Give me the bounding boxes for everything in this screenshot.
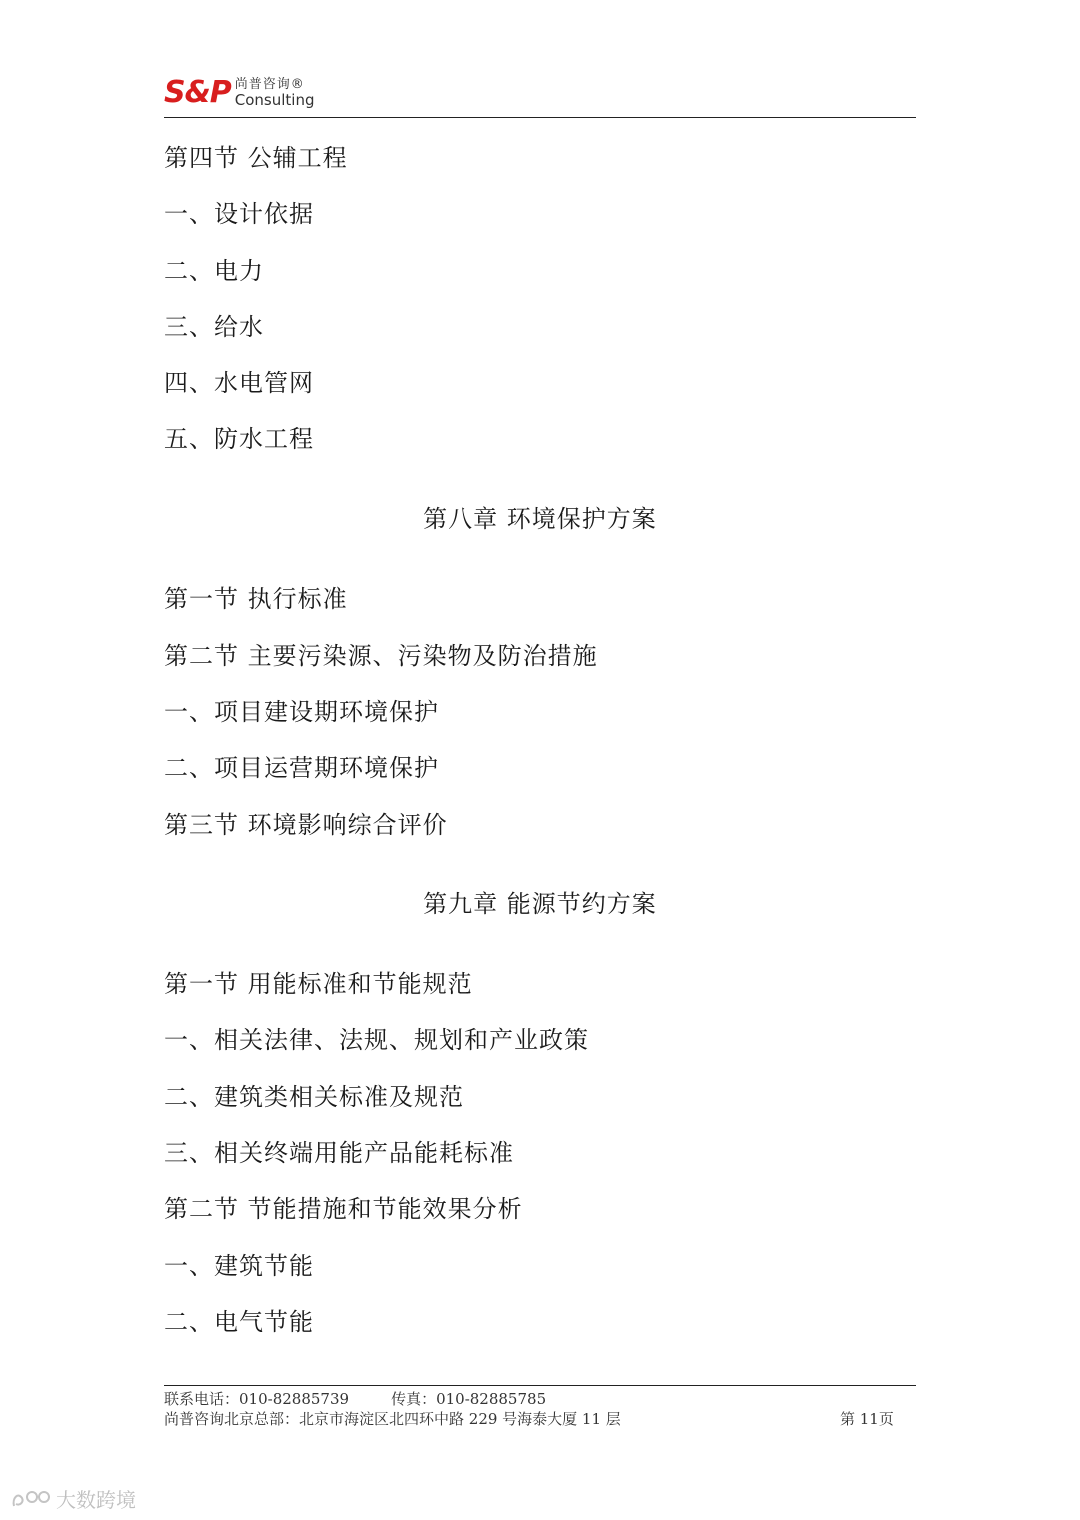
subsection-item: 一、项目建设期环境保护 [164, 698, 439, 726]
footer-divider [164, 1385, 916, 1386]
header-divider [164, 117, 916, 118]
subsection-item: 四、水电管网 [164, 369, 314, 397]
section-heading: 第二节 节能措施和节能效果分析 [164, 1195, 523, 1223]
section-heading: 第一节 用能标准和节能规范 [164, 970, 473, 998]
page-header [164, 74, 916, 118]
footer-address: 尚普咨询北京总部：北京市海淀区北四环中路 229 号海泰大厦 11 层 [164, 1410, 621, 1428]
watermark [10, 1484, 136, 1513]
footer-phone: 联系电话：010-82885739 [164, 1390, 350, 1408]
section-heading: 第四节 公辅工程 [164, 144, 348, 172]
subsection-item: 一、建筑节能 [164, 1252, 314, 1280]
chapter-heading: 第九章 能源节约方案 [423, 890, 657, 918]
section-heading: 第一节 执行标准 [164, 585, 348, 613]
logo-text [235, 78, 315, 108]
section-heading: 第二节 主要污染源、污染物及防治措施 [164, 642, 598, 670]
company-logo [164, 75, 315, 110]
subsection-item: 一、相关法律、法规、规划和产业政策 [164, 1026, 589, 1054]
subsection-item: 一、设计依据 [164, 200, 314, 228]
logo-mark: S&P [164, 75, 231, 110]
subsection-item: 二、建筑类相关标准及规范 [164, 1083, 464, 1111]
subsection-item: 二、电力 [164, 257, 264, 285]
logo-chinese-name: 尚普咨询® [234, 77, 305, 92]
section-heading: 第三节 环境影响综合评价 [164, 811, 448, 839]
subsection-item: 二、项目运营期环境保护 [164, 754, 439, 782]
watermark-text: 大数跨境 [56, 1488, 136, 1512]
watermark-logo-icon [10, 1488, 52, 1510]
subsection-item: 三、给水 [164, 313, 264, 341]
footer-fax: 传真：010-82885785 [391, 1390, 547, 1408]
subsection-item: 二、电气节能 [164, 1308, 314, 1336]
footer-contact [164, 1390, 546, 1408]
page-number: 第 11页 [840, 1410, 894, 1428]
chapter-heading: 第八章 环境保护方案 [423, 505, 657, 533]
subsection-item: 三、相关终端用能产品能耗标准 [164, 1139, 514, 1167]
subsection-item: 五、防水工程 [164, 425, 314, 453]
logo-english-name: Consulting [234, 91, 315, 109]
